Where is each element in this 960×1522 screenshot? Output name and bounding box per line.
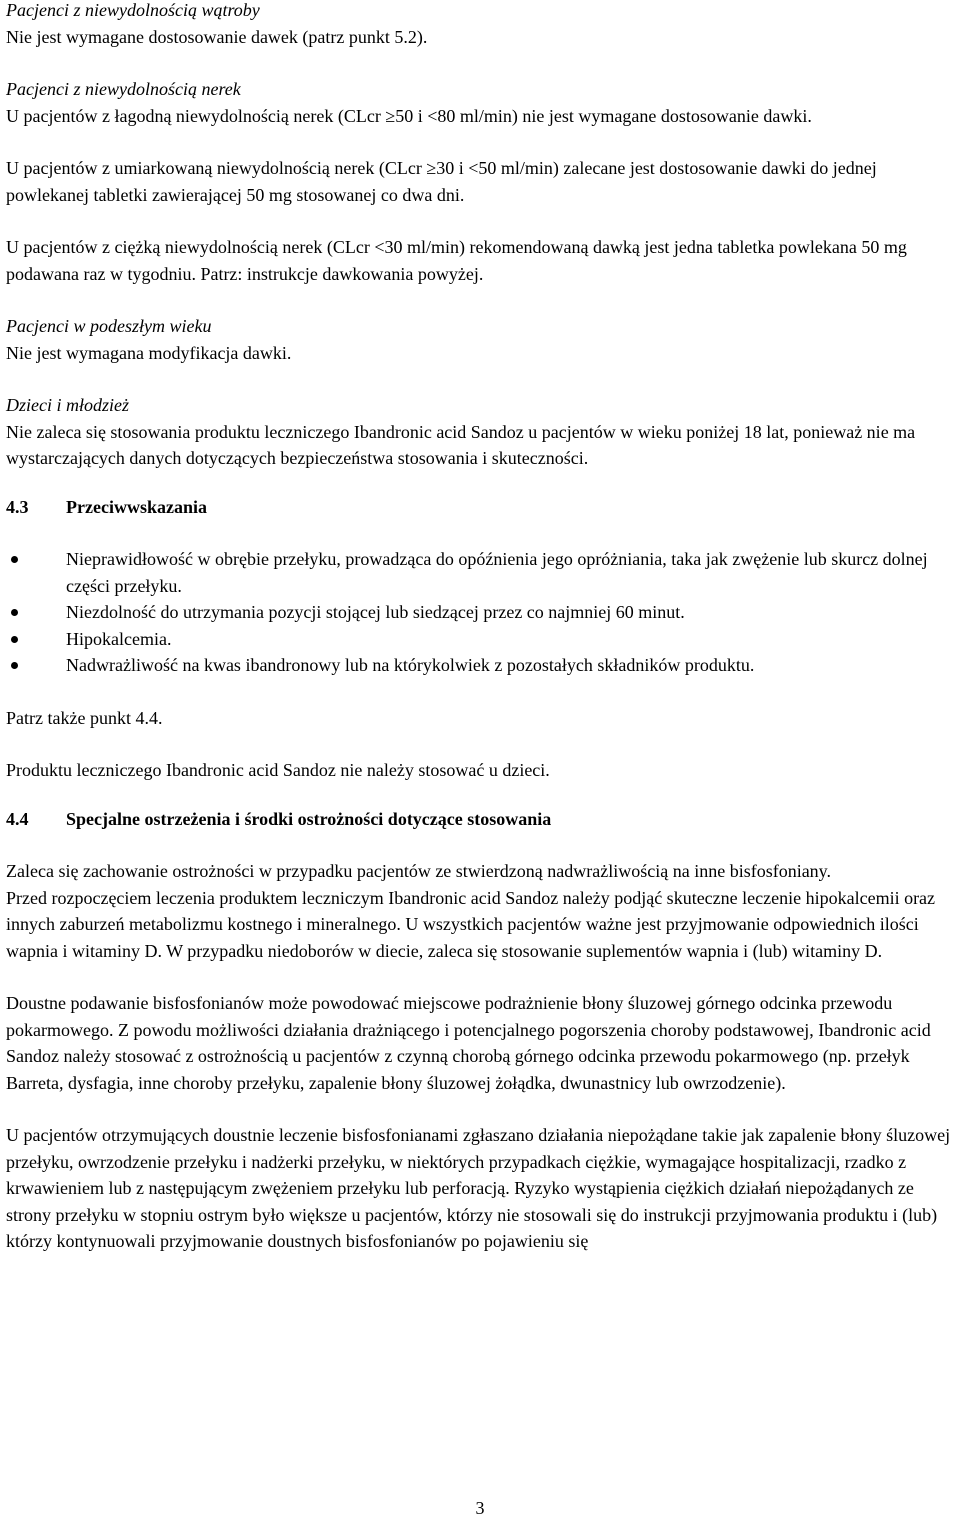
contraindications-list [6, 546, 956, 679]
children-text: Nie zaleca się stosowania produktu leczniczego Ibandronic acid Sandoz u pacjentów w wieku poniżej 18 lat, ponieważ nie ma wystarczających danych dotyczących bezpieczeństwa stosowania i skuteczności. [6, 421, 916, 468]
bullet-icon [11, 636, 18, 643]
renal-mild-text: U pacjentów z łagodną niewydolnością nerek (CLcr ≥50 i <80 ml/min) nie jest wymagane dostosowanie dawki. [6, 105, 812, 126]
page-number: 3 [475, 1498, 485, 1518]
warnings-paragraph-4: U pacjentów otrzymujących doustnie leczenie bisfosfonianami zgłaszano działania niepożądane takie jak zapalenie błony śluzowej przełyku, owrzodzenie przełyku i nadżerki przełyku, w niektórych przypadkach ciężkie, wymagające hospitalizacji, rzadko z krwawieniem lub z następującym zwężeniem przełyku lub perforacją. Ryzyko wystąpienia ciężkich działań niepożądanych ze strony przełyku w stopniu ostrym było większe u pacjentów, którzy nie stosowali się do instrukcji przyjmowania produktu i (lub) którzy kontynuowali przyjmowanie doustnych bisfosfonianów po pojawieniu się [6, 1125, 951, 1251]
warnings-paragraph-3: Doustne podawanie bisfosfonianów może powodować miejscowe podrażnienie błony śluzowej górnego odcinka przewodu pokarmowego. Z powodu możliwości działania drażniącego i potencjalnego pogorszenia choroby podstawowej, Ibandronic acid Sandoz należy stosować z ostrożnością u pacjentów z czynną chorobą górnego odcinka przewodu pokarmowego (np. przełyk Barreta, dysfagia, inne choroby przełyku, zapalenie błony śluzowej żołądka, dwunastnicy lub owrzodzenie). [6, 993, 931, 1093]
bullet-icon [11, 609, 18, 616]
elderly-heading: Pacjenci w podeszłym wieku [6, 316, 212, 336]
bullet-icon [11, 556, 18, 563]
section-number: 4.3 [6, 496, 29, 517]
bullet-icon [11, 662, 18, 669]
warnings-paragraph-2: Przed rozpoczęciem leczenia produktem leczniczym Ibandronic acid Sandoz należy podjąć skuteczne leczenie hipokalcemii oraz innych zaburzeń metabolizmu kostnego i mineralnego. U wszystkich pacjentów ważne jest przyjmowanie odpowiednich ilości wapnia i witaminy D. W przypadku niedoborów w diecie, zaleca się stosowanie suplementów wapnia i (lub) witaminy D. [6, 887, 936, 961]
list-item: Nadwrażliwość na kwas ibandronowy lub na którykolwiek z pozostałych składników produktu. [6, 652, 956, 679]
document-page [6, 0, 956, 1255]
hepatic-impairment-heading: Pacjenci z niewydolnością wątroby [6, 0, 260, 20]
warnings-paragraph-1: Zaleca się zachowanie ostrożności w przypadku pacjentów ze stwierdzoną nadwrażliwością na inne bisfosfoniany. [6, 861, 832, 881]
elderly-text: Nie jest wymagana modyfikacja dawki. [6, 342, 292, 363]
section-number: 4.4 [6, 808, 29, 829]
section-title: Przeciwwskazania [66, 496, 207, 517]
list-item: Nieprawidłowość w obrębie przełyku, prowadząca do opóźnienia jego opróżniania, taka jak zwężenie lub skurcz dolnej części przełyku. [6, 546, 956, 599]
list-item: Hipokalcemia. [6, 626, 956, 653]
children-heading: Dzieci i młodzież [6, 395, 129, 415]
renal-impairment-heading: Pacjenci z niewydolnością nerek [6, 79, 241, 99]
section-4-4-heading [6, 806, 956, 833]
list-item: Niezdolność do utrzymania pozycji stojącej lub siedzącej przez co najmniej 60 minut. [6, 599, 956, 626]
renal-severe-text: U pacjentów z ciężką niewydolnością nerek (CLcr <30 ml/min) rekomendowaną dawką jest jedna tabletka powlekana 50 mg podawana raz w tygodniu. Patrz: instrukcje dawkowania powyżej. [6, 237, 907, 284]
section-4-3-heading [6, 494, 956, 521]
see-also-text: Patrz także punkt 4.4. [6, 707, 163, 728]
section-title: Specjalne ostrzeżenia i środki ostrożności dotyczące stosowania [66, 808, 552, 829]
renal-moderate-text: U pacjentów z umiarkowaną niewydolnością nerek (CLcr ≥30 i <50 ml/min) zalecane jest dostosowanie dawki do jednej powlekanej tabletki zawierającej 50 mg stosowanej co dwa dni. [6, 158, 877, 205]
children-contraindication-text: Produktu leczniczego Ibandronic acid Sandoz nie należy stosować u dzieci. [6, 760, 550, 780]
hepatic-impairment-text: Nie jest wymagane dostosowanie dawek (patrz punkt 5.2). [6, 26, 428, 47]
